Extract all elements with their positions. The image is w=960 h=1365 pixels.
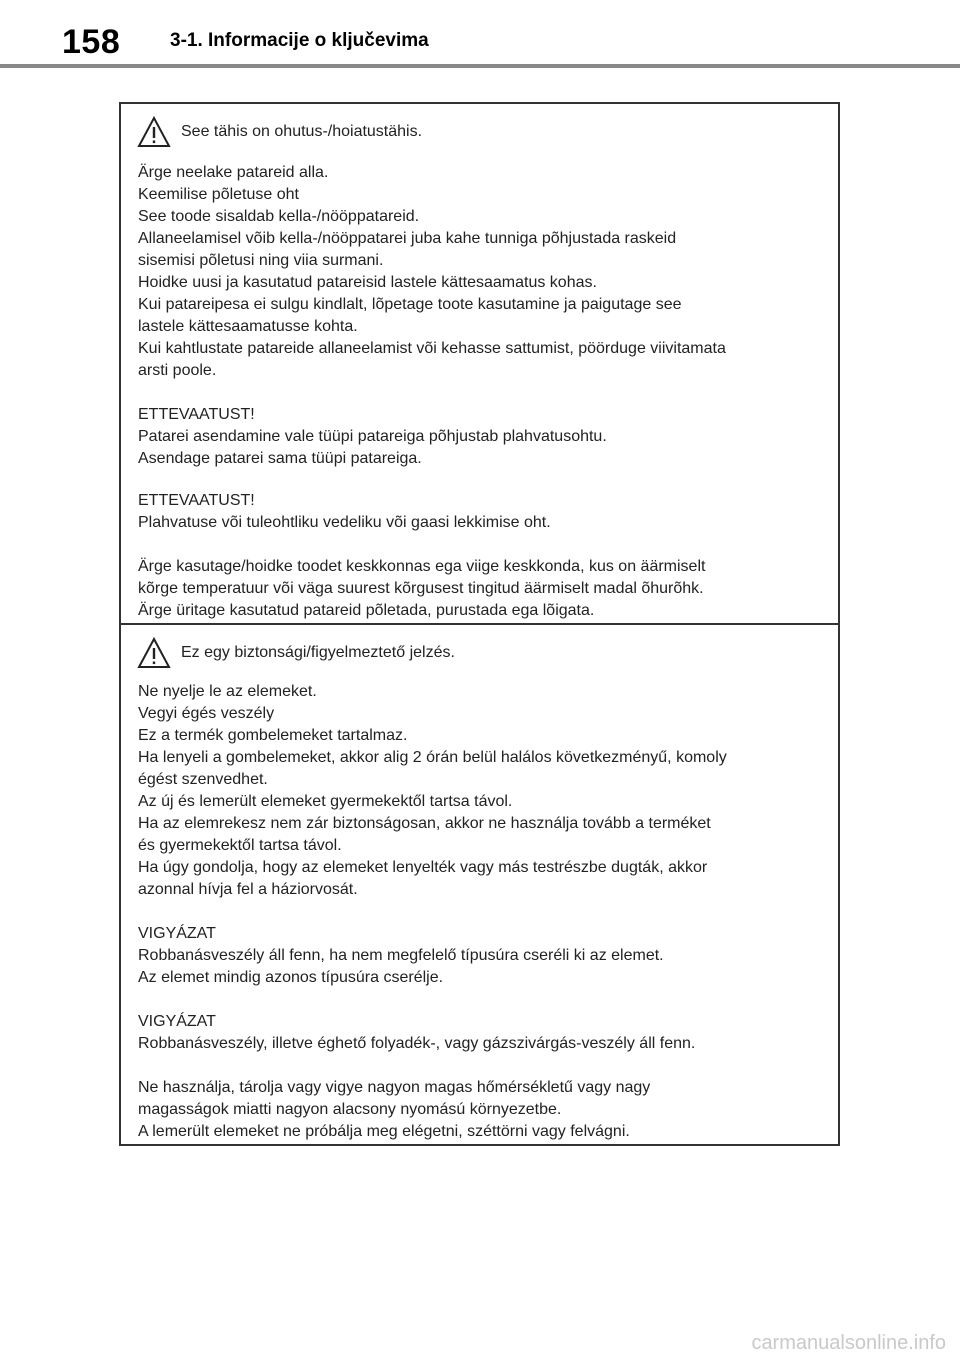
text-line: See toode sisaldab kella-/nööppatareid. [138,208,420,225]
warning-box-hungarian [119,623,840,1146]
warning-title: See tähis on ohutus-/hoiatustähis. [181,123,423,140]
text-line: magasságok miatti nagyon alacsony nyomású környezetbe. [138,1101,562,1118]
paragraph-caution-explosion [138,490,826,534]
text-line: ETTEVAATUST! [138,406,255,423]
text-line: Kui kahtlustate patareide allaneelamist või kehasse sattumist, pöörduge viivitamata [138,340,726,357]
text-line: Patarei asendamine vale tüüpi patareiga põhjustab plahvatusohtu. [138,428,607,445]
text-line: sisemisi põletusi ning viia surmani. [138,252,384,269]
warning-triangle-icon [137,116,171,148]
paragraph-caution-replacement [138,923,826,989]
text-line: Ne nyelje le az elemeket. [138,683,317,700]
text-line: Az új és lemerült elemeket gyermekektől tartsa távol. [138,793,513,810]
text-line: Robbanásveszély áll fenn, ha nem megfelelő típusúra cseréli ki az elemet. [138,947,664,964]
page-number: 158 [62,23,121,61]
warning-box-estonian [119,102,840,625]
paragraph-environment [138,1077,826,1143]
warning-heading [137,633,455,673]
text-line: Ez a termék gombelemeket tartalmaz. [138,727,408,744]
text-line: Ärge kasutage/hoidke toodet keskkonnas ega viige keskkonda, kus on äärmiselt [138,558,706,575]
watermark: carmanualsonline.info [751,1332,946,1354]
text-line: A lemerült elemeket ne próbálja meg elégetni, széttörni vagy felvágni. [138,1123,630,1140]
text-line: Ärge neelake patareid alla. [138,164,329,181]
text-line: Ha lenyeli a gombelemeket, akkor alig 2 órán belül halálos következményű, komoly [138,749,727,766]
paragraph-swallow-warning [138,681,826,901]
text-line: azonnal hívja fel a háziorvosát. [138,881,358,898]
text-line: VIGYÁZAT [138,1013,216,1030]
warning-heading [137,112,422,152]
paragraph-swallow-warning [138,162,826,382]
text-line: Ha az elemrekesz nem zár biztonságosan, akkor ne használja tovább a terméket [138,815,711,832]
text-line: kõrge temperatuur või väga suurest kõrgusest tingitud äärmiselt madal õhurõhk. [138,580,704,597]
text-line: Robbanásveszély, illetve éghető folyadék-, vagy gázszivárgás-veszély áll fenn. [138,1035,696,1052]
text-line: Kui patareipesa ei sulgu kindlalt, lõpetage toote kasutamine ja paigutage see [138,296,682,313]
text-line: Vegyi égés veszély [138,705,275,722]
text-line: Hoidke uusi ja kasutatud patareisid lastele kättesaamatus kohas. [138,274,597,291]
text-line: Ha úgy gondolja, hogy az elemeket lenyelték vagy más testrészbe dugták, akkor [138,859,708,876]
text-line: Ne használja, tárolja vagy vigye nagyon magas hőmérsékletű vagy nagy [138,1079,651,1096]
text-line: Ärge üritage kasutatud patareid põletada, purustada ega lõigata. [138,602,595,619]
text-line: és gyermekektől tartsa távol. [138,837,342,854]
paragraph-caution-explosion [138,1011,826,1055]
text-line: Keemilise põletuse oht [138,186,299,203]
text-line: lastele kättesaamatusse kohta. [138,318,358,335]
text-line: Allaneelamisel võib kella-/nööppatarei juba kahe tunniga põhjustada raskeid [138,230,677,247]
text-line: égést szenvedhet. [138,771,268,788]
text-line: Az elemet mindig azonos típusúra cserélje. [138,969,444,986]
text-line: Plahvatuse või tuleohtliku vedeliku või gaasi lekkimise oht. [138,514,551,531]
warning-title: Ez egy biztonsági/figyelmeztető jelzés. [181,644,455,661]
text-line: VIGYÁZAT [138,925,216,942]
text-line: arsti poole. [138,362,217,379]
warning-triangle-icon [137,637,171,669]
page-header [0,0,960,70]
paragraph-caution-replacement [138,404,826,470]
header-divider [0,64,960,68]
paragraph-environment [138,556,826,622]
section-title: 3-1. Informacije o ključevima [170,30,429,51]
text-line: Asendage patarei sama tüüpi patareiga. [138,450,422,467]
text-line: ETTEVAATUST! [138,492,255,509]
